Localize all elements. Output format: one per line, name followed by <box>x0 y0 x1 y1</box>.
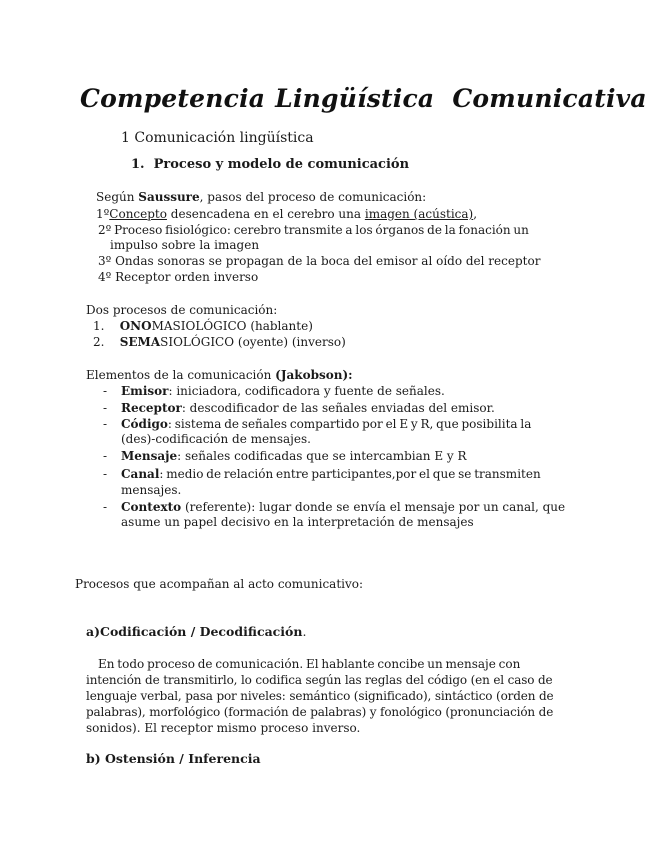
saussure-step-3: 3º Ondas sonoras se propagan de la boca del emisor al oído del receptor <box>98 254 541 268</box>
codigo-label: Código <box>121 417 168 431</box>
section-a-dot: . <box>302 624 307 639</box>
mensaje-text: : señales codificadas que se intercambian E y R <box>177 449 467 463</box>
subsection-heading-1-1 <box>131 157 409 172</box>
saussure-step-1 <box>96 207 477 221</box>
saussure-name: Saussure <box>138 190 200 204</box>
list-dash: - <box>103 401 108 415</box>
emisor-text: : iniciadora, codificadora y fuente de señales. <box>168 384 445 398</box>
procesos-intro: Dos procesos de comunicación: <box>86 303 278 317</box>
elemento-canal <box>121 467 541 481</box>
section-a-line-4: palabras), morfológico (formación de palabras) y fonológico (pronunciación de <box>86 705 554 719</box>
title-word-2: Lingüística <box>275 84 435 113</box>
canal-label: Canal <box>121 467 160 481</box>
step1-post: , <box>473 207 478 221</box>
canal-text: : medio de relación entre participantes,por el que se transmiten <box>159 467 541 481</box>
elemento-receptor <box>121 401 495 415</box>
elemento-codigo-line-2: (des)-codificación de mensajes. <box>121 432 311 446</box>
receptor-label: Receptor <box>121 401 182 415</box>
elemento-emisor <box>121 384 445 398</box>
elemento-contexto <box>121 500 565 514</box>
elemento-codigo <box>121 417 531 431</box>
section-a-line-1: En todo proceso de comunicación. El hablante concibe un mensaje con <box>98 657 521 671</box>
elemento-contexto-line-2: asume un papel decisivo en la interpretación de mensajes <box>121 515 474 529</box>
section-b-heading: b) Ostensión / Inferencia <box>86 751 261 766</box>
title-word-1: Competencia <box>80 84 266 113</box>
section-a-line-5: sonidos). El receptor mismo proceso inverso. <box>86 721 361 735</box>
list-dash: - <box>103 449 108 463</box>
acompanan-intro: Procesos que acompañan al acto comunicativo: <box>75 577 364 591</box>
list-dash: - <box>103 467 108 481</box>
subsection-title: Proceso y modelo de comunicación <box>153 157 410 172</box>
proceso-item-2-number: 2. <box>93 335 105 349</box>
receptor-text: : descodificador de las señales enviadas del emisor. <box>181 401 495 415</box>
elementos-intro <box>86 368 353 382</box>
section-a-heading <box>86 624 306 639</box>
step1-concept: Concepto <box>109 207 167 221</box>
codigo-text: : sistema de señales compartido por el E y R, que posibilita la <box>167 417 532 431</box>
subsection-number: 1. <box>131 157 145 172</box>
section-heading-1: 1 Comunicación lingüística <box>121 130 314 146</box>
elementos-intro-pre: Elementos de la comunicación <box>86 368 276 382</box>
emisor-label: Emisor <box>121 384 169 398</box>
saussure-step-4: 4º Receptor orden inverso <box>98 270 259 284</box>
proceso-item-1-rest: MASIOLÓGICO (hablante) <box>151 319 313 333</box>
saussure-step-2-line-1: 2º Proceso fisiológico: cerebro transmite a los órganos de la fonación un <box>98 223 529 237</box>
saussure-step-2-line-2: impulso sobre la imagen <box>110 238 260 252</box>
proceso-item-2-bold: SEMA <box>119 335 161 349</box>
section-a-line-2: intención de transmitirlo, lo codifica según las reglas del código (en el caso de <box>86 673 553 687</box>
contexto-label: Contexto <box>121 500 182 514</box>
saussure-intro-post: , pasos del proceso de comunicación: <box>199 190 427 204</box>
document-title <box>80 84 647 113</box>
proceso-item-1-bold: ONO <box>119 319 152 333</box>
mensaje-label: Mensaje <box>121 449 178 463</box>
jakobson-name: (Jakobson): <box>275 368 353 382</box>
title-word-3: Comunicativa <box>452 84 647 113</box>
elemento-mensaje <box>121 449 467 463</box>
proceso-item-2-rest: SIOLÓGICO (oyente) (inverso) <box>160 335 346 349</box>
list-dash: - <box>103 417 108 431</box>
proceso-item-1-number: 1. <box>93 319 105 333</box>
list-dash: - <box>103 500 108 514</box>
saussure-intro-pre: Según <box>96 190 139 204</box>
elemento-canal-line-2: mensajes. <box>121 483 182 497</box>
contexto-text: (referente): lugar donde se envía el mensaje por un canal, que <box>181 500 566 514</box>
proceso-item-2 <box>93 335 346 349</box>
step1-image: imagen (acústica) <box>364 207 474 221</box>
section-a-title: a)Codificación / Decodificación <box>86 624 303 639</box>
saussure-intro <box>96 190 426 204</box>
list-dash: - <box>103 384 108 398</box>
proceso-item-1 <box>93 319 313 333</box>
step1-mid: desencadena en el cerebro una <box>166 207 365 221</box>
step1-number: 1º <box>96 207 110 221</box>
section-a-line-3: lenguaje verbal, pasa por niveles: semántico (significado), sintáctico (orden de <box>86 689 554 703</box>
